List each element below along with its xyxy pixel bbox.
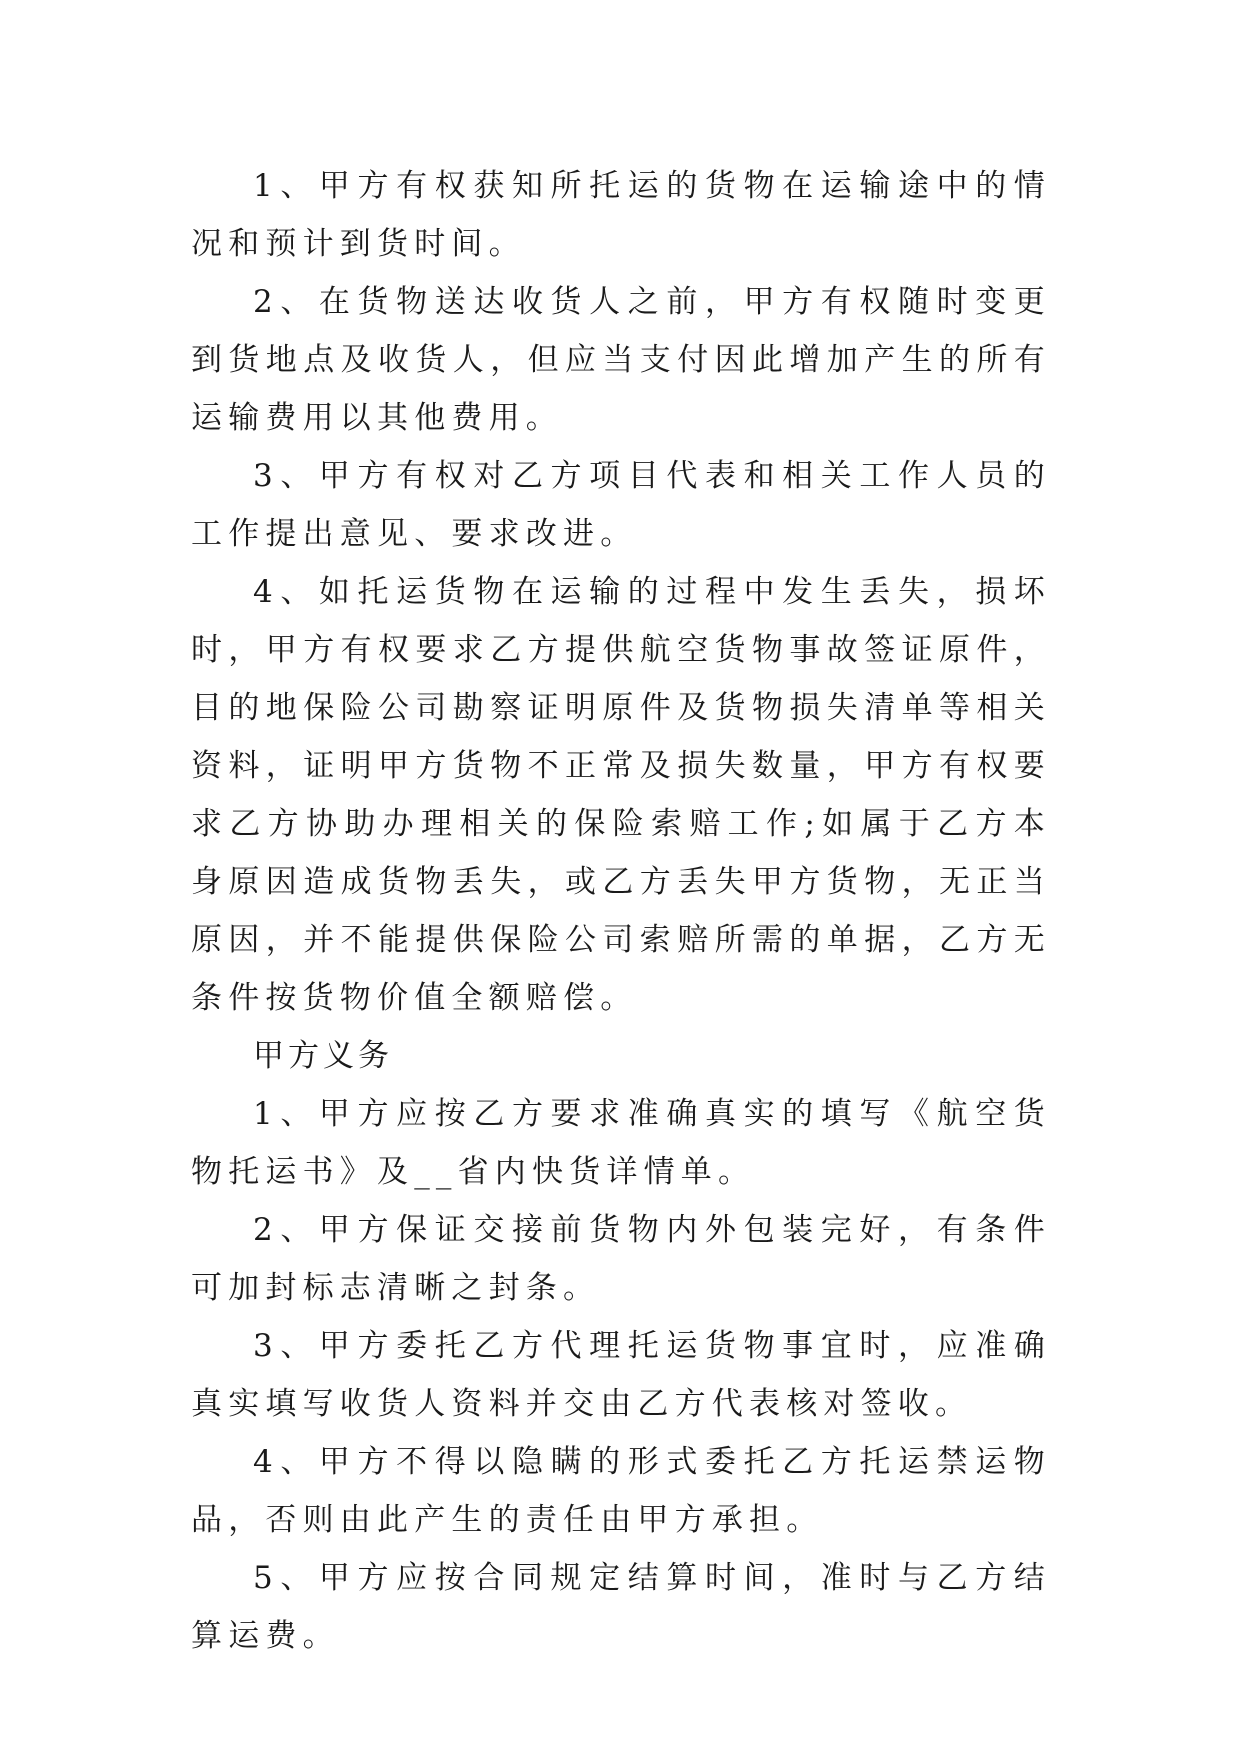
- rights-item-4: 4、如托运货物在运输的过程中发生丢失，损坏时，甲方有权要求乙方提供航空货物事故签证原件，目的地保险公司勘察证明原件及货物损失清单等相关资料，证明甲方货物不正常及损失数量，甲方有权要求乙方协助办理相关的保险索赔工作;如属于乙方本身原因造成货物丢失，或乙方丢失甲方货物，无正当原因，并不能提供保险公司索赔所需的单据，乙方无条件按货物价值全额赔偿。: [191, 574, 1051, 1016]
- rights-item-1: 1、甲方有权获知所托运的货物在运输途中的情况和预计到货时间。: [191, 168, 1051, 262]
- rights-item-2: 2、在货物送达收货人之前，甲方有权随时变更到货地点及收货人，但应当支付因此增加产生的所有运输费用以其他费用。: [191, 284, 1051, 436]
- obligation-item-4: 4、甲方不得以隐瞒的形式委托乙方托运禁运物品，否则由此产生的责任由甲方承担。: [191, 1444, 1051, 1538]
- obligation-item-1: 1、甲方应按乙方要求准确真实的填写《航空货物托运书》及__省内快货详情单。: [191, 1096, 1051, 1190]
- obligation-item-2: 2、甲方保证交接前货物内外包装完好，有条件可加封标志清晰之封条。: [191, 1212, 1051, 1306]
- obligations-heading: 甲方义务: [253, 1038, 393, 1074]
- document-page: [191, 157, 1051, 1665]
- obligation-item-5: 5、甲方应按合同规定结算时间，准时与乙方结算运费。: [191, 1560, 1051, 1654]
- rights-item-3: 3、甲方有权对乙方项目代表和相关工作人员的工作提出意见、要求改进。: [191, 458, 1051, 552]
- obligation-item-3: 3、甲方委托乙方代理托运货物事宜时，应准确真实填写收货人资料并交由乙方代表核对签收。: [191, 1328, 1051, 1422]
